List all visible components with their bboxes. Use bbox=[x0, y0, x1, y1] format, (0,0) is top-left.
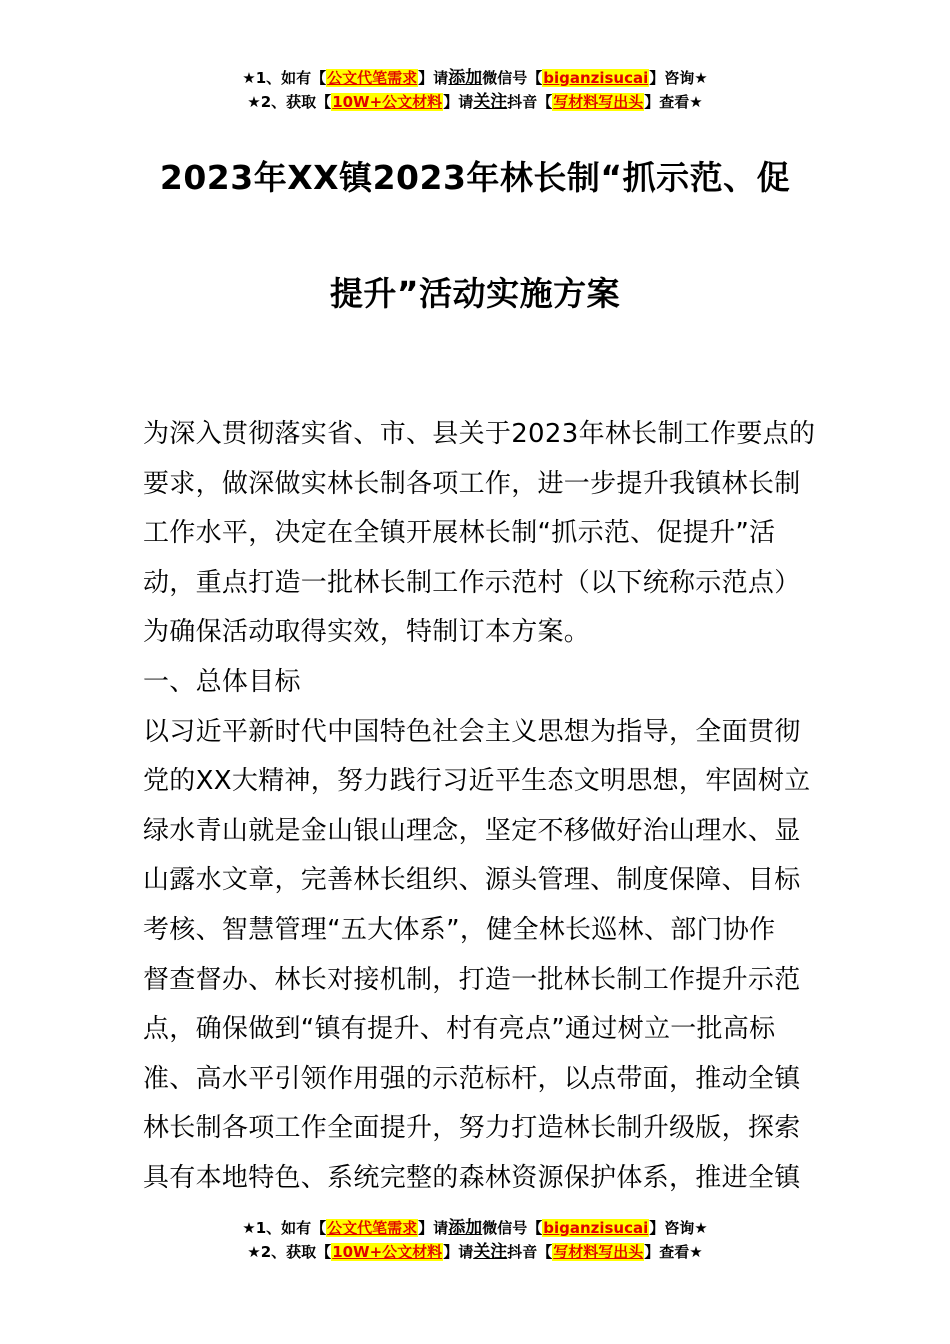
banner-line-1 bbox=[0, 1216, 950, 1240]
banner-text: 】请 bbox=[418, 1219, 449, 1237]
banner-line-2 bbox=[0, 90, 950, 114]
banner-text: 】请 bbox=[443, 1243, 474, 1261]
banner-highlight: 公文代笔需求 bbox=[327, 69, 418, 87]
banner-highlight: 写材料写出头 bbox=[553, 1243, 644, 1261]
section-heading: 一、总体目标 bbox=[143, 666, 301, 697]
banner-underlined: 添加 bbox=[448, 68, 483, 88]
banner-text: 抖音【 bbox=[507, 1243, 553, 1261]
banner-text: 】查看★ bbox=[644, 93, 703, 111]
body-line: 为确保活动取得实效，特制订本方案。 bbox=[143, 617, 591, 648]
body-line: 绿水青山就是金山银山理念，坚定不移做好治山理水、显 bbox=[143, 815, 801, 846]
body-line: 山露水文章，完善林长组织、源头管理、制度保障、目标 bbox=[143, 865, 801, 896]
banner-highlight: biganzisucai bbox=[543, 69, 649, 87]
document-title-line-2: 提升”活动实施方案 bbox=[329, 274, 621, 313]
banner-highlight: 10W+公文材料 bbox=[332, 93, 443, 111]
body-line: 动，重点打造一批林长制工作示范村（以下统称示范点） bbox=[143, 567, 801, 598]
banner-highlight: 写材料写出头 bbox=[553, 93, 644, 111]
banner-underlined: 添加 bbox=[448, 1218, 483, 1238]
banner-text: 微信号【 bbox=[482, 1219, 543, 1237]
body-line: 考核、智慧管理“五大体系”，健全林长巡林、部门协作 bbox=[143, 914, 776, 945]
banner-text: ★2、获取【 bbox=[247, 1243, 332, 1261]
banner-line-2 bbox=[0, 1240, 950, 1264]
document-body bbox=[143, 410, 816, 1204]
body-line: 具有本地特色、系统完整的森林资源保护体系，推进全镇 bbox=[143, 1162, 801, 1193]
banner-text: ★2、获取【 bbox=[247, 93, 332, 111]
banner-highlight: 公文代笔需求 bbox=[327, 1219, 418, 1237]
banner-text: 】请 bbox=[418, 69, 449, 87]
banner-highlight: 10W+公文材料 bbox=[332, 1243, 443, 1261]
banner-text: 抖音【 bbox=[507, 93, 553, 111]
body-line: 要求，做深做实林长制各项工作，进一步提升我镇林长制 bbox=[143, 468, 801, 499]
banner-text: 】请 bbox=[443, 93, 474, 111]
banner-underlined: 关注 bbox=[473, 92, 508, 112]
banner-text: ★1、如有【 bbox=[242, 1219, 327, 1237]
body-line: 林长制各项工作全面提升，努力打造林长制升级版，探索 bbox=[143, 1113, 801, 1144]
body-line: 准、高水平引领作用强的示范标杆，以点带面，推动全镇 bbox=[143, 1063, 801, 1094]
header-banner bbox=[0, 66, 950, 114]
banner-text: 】查看★ bbox=[644, 1243, 703, 1261]
footer-banner bbox=[0, 1216, 950, 1264]
document-title-line-1: 2023年XX镇2023年林长制“抓示范、促 bbox=[159, 158, 791, 197]
banner-text: ★1、如有【 bbox=[242, 69, 327, 87]
banner-text: 微信号【 bbox=[482, 69, 543, 87]
body-line: 为深入贯彻落实省、市、县关于2023年林长制工作要点的 bbox=[143, 419, 816, 449]
banner-text: 】咨询★ bbox=[649, 69, 708, 87]
banner-underlined: 关注 bbox=[473, 1242, 508, 1262]
banner-text: 】咨询★ bbox=[649, 1219, 708, 1237]
banner-highlight: biganzisucai bbox=[543, 1219, 649, 1237]
banner-line-1 bbox=[0, 66, 950, 90]
body-line: 以习近平新时代中国特色社会主义思想为指导，全面贯彻 bbox=[143, 716, 801, 747]
body-line: 党的XX大精神，努力践行习近平生态文明思想，牢固树立 bbox=[143, 766, 811, 797]
body-line: 点，确保做到“镇有提升、村有亮点”通过树立一批高标 bbox=[143, 1014, 776, 1045]
body-line: 工作水平，决定在全镇开展林长制“抓示范、促提升”活 bbox=[143, 518, 776, 549]
body-line: 督查督办、林长对接机制，打造一批林长制工作提升示范 bbox=[143, 964, 801, 995]
